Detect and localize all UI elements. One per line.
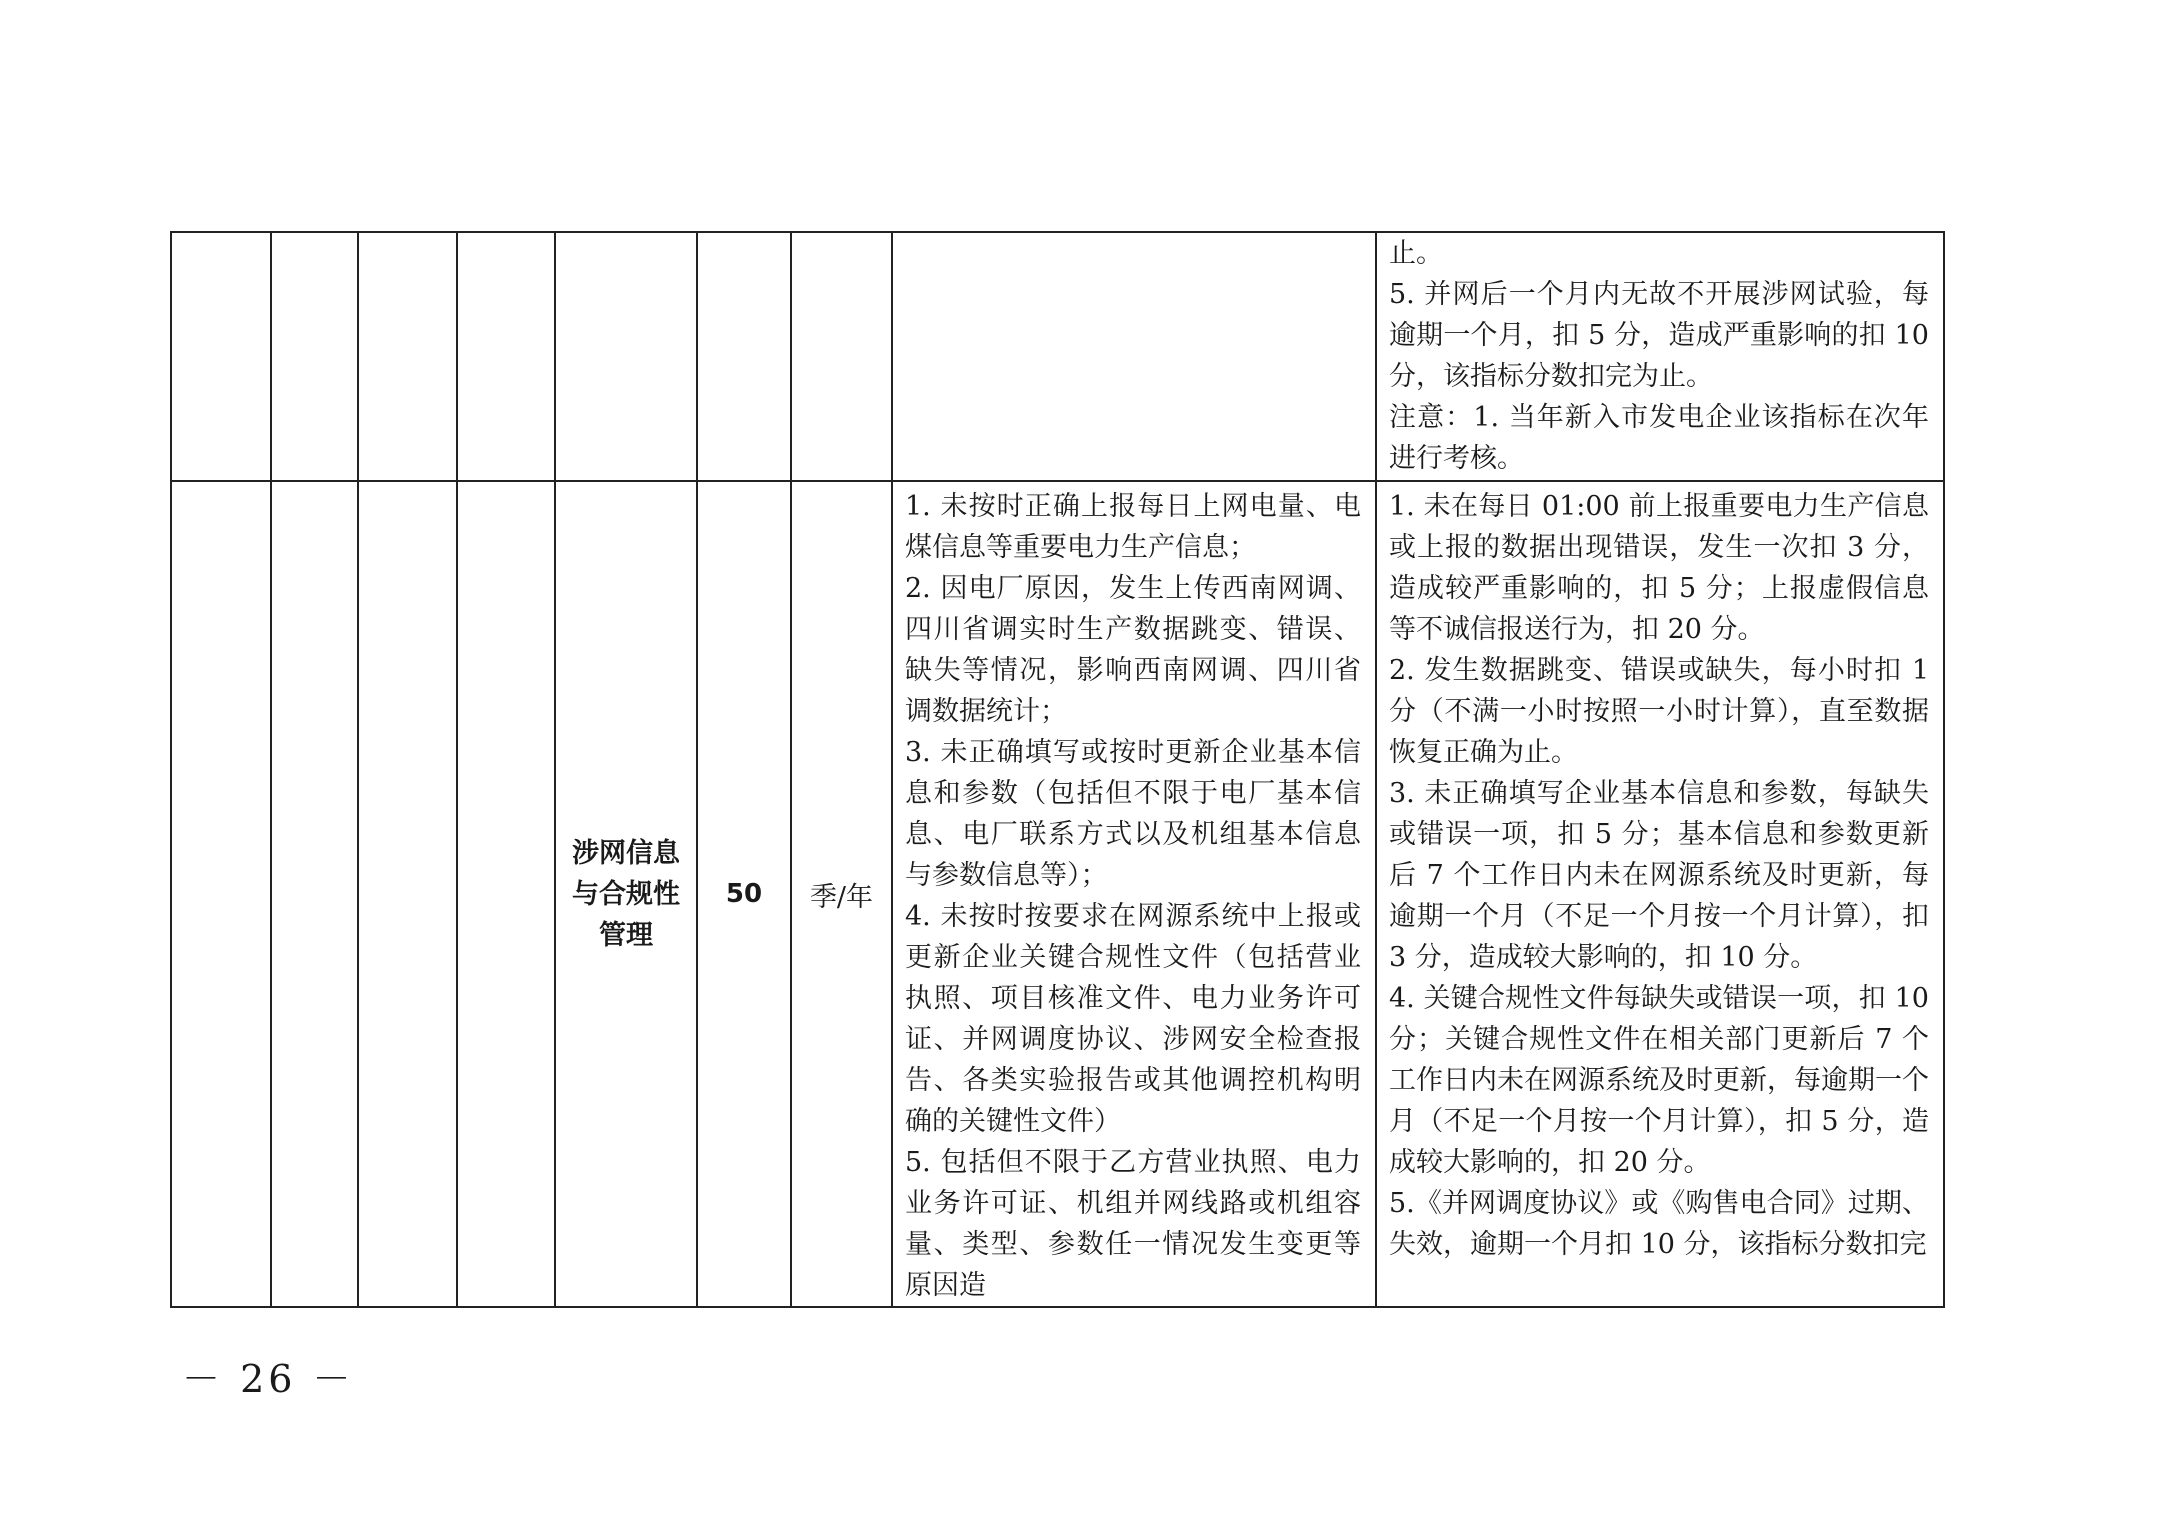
assessment-content-cell xyxy=(892,481,1376,1307)
indicator-score: 50 xyxy=(725,879,763,909)
indicator-cell xyxy=(555,481,697,1307)
assessment-table xyxy=(170,231,1945,1308)
content-line: 2. 因电厂原因，发生上传西南网调、四川省调实时生产数据跳变、错误、缺失等情况，影响西南网调、四川省调数据统计； xyxy=(905,573,1361,727)
scoring-standard-cell xyxy=(1376,481,1944,1307)
page-number: － 26 － xyxy=(182,1357,355,1401)
score-cell xyxy=(697,481,791,1307)
indicator-name: 涉网信息与合规性管理 xyxy=(572,837,680,951)
standard-line: 3. 未正确填写企业基本信息和参数，每缺失或错误一项，扣 5 分；基本信息和参数更新后 7 个工作日内未在网源系统及时更新，每逾期一个月（不足一个月按一个月计算），扣 3 分，造成较大影响的，扣 10 分。 xyxy=(1389,778,1929,973)
empty-cell xyxy=(271,481,358,1307)
period-cell xyxy=(791,481,892,1307)
empty-cell xyxy=(555,232,697,481)
empty-cell xyxy=(697,232,791,481)
standard-line: 2. 发生数据跳变、错误或缺失，每小时扣 1 分（不满一小时按照一小时计算），直至数据恢复正确为止。 xyxy=(1389,655,1929,768)
content-line: 1. 未按时正确上报每日上网电量、电煤信息等重要电力生产信息； xyxy=(905,491,1361,563)
table-row-continued xyxy=(171,232,1944,481)
empty-cell xyxy=(171,232,271,481)
empty-cell xyxy=(791,232,892,481)
empty-cell xyxy=(271,232,358,481)
empty-cell xyxy=(457,481,555,1307)
empty-cell xyxy=(171,481,271,1307)
standard-line: 1. 未在每日 01:00 前上报重要电力生产信息或上报的数据出现错误，发生一次扣 3 分，造成较严重影响的，扣 5 分；上报虚假信息等不诚信报送行为，扣 20 分。 xyxy=(1389,491,1929,645)
content-line: 5. 包括但不限于乙方营业执照、电力业务许可证、机组并网线路或机组容量、类型、参数任一情况发生变更等原因造 xyxy=(905,1147,1361,1301)
standard-line: 4. 关键合规性文件每缺失或错误一项，扣 10 分；关键合规性文件在相关部门更新后 7 个工作日内未在网源系统及时更新，每逾期一个月（不足一个月按一个月计算），扣 5 分，造成较大影响的，扣 20 分。 xyxy=(1389,983,1929,1178)
assessment-period: 季/年 xyxy=(809,881,874,913)
empty-cell xyxy=(892,232,1376,481)
standard-line: 止。 xyxy=(1389,238,1443,269)
standard-line: 注意：1. 当年新入市发电企业该指标在次年进行考核。 xyxy=(1389,402,1929,474)
standard-line: 5.《并网调度协议》或《购售电合同》过期、失效，逾期一个月扣 10 分，该指标分数扣完 xyxy=(1389,1188,1929,1260)
standard-line: 5. 并网后一个月内无故不开展涉网试验，每逾期一个月，扣 5 分，造成严重影响的扣 10 分，该指标分数扣完为止。 xyxy=(1389,279,1929,392)
empty-cell xyxy=(457,232,555,481)
content-line: 3. 未正确填写或按时更新企业基本信息和参数（包括但不限于电厂基本信息、电厂联系方式以及机组基本信息与参数信息等）； xyxy=(905,737,1361,891)
scoring-standard-cell xyxy=(1376,232,1944,481)
empty-cell xyxy=(358,481,457,1307)
empty-cell xyxy=(358,232,457,481)
table-row-main xyxy=(171,481,1944,1307)
content-line: 4. 未按时按要求在网源系统中上报或更新企业关键合规性文件（包括营业执照、项目核准文件、电力业务许可证、并网调度协议、涉网安全检查报告、各类实验报告或其他调控机构明确的关键性文件） xyxy=(905,901,1361,1137)
